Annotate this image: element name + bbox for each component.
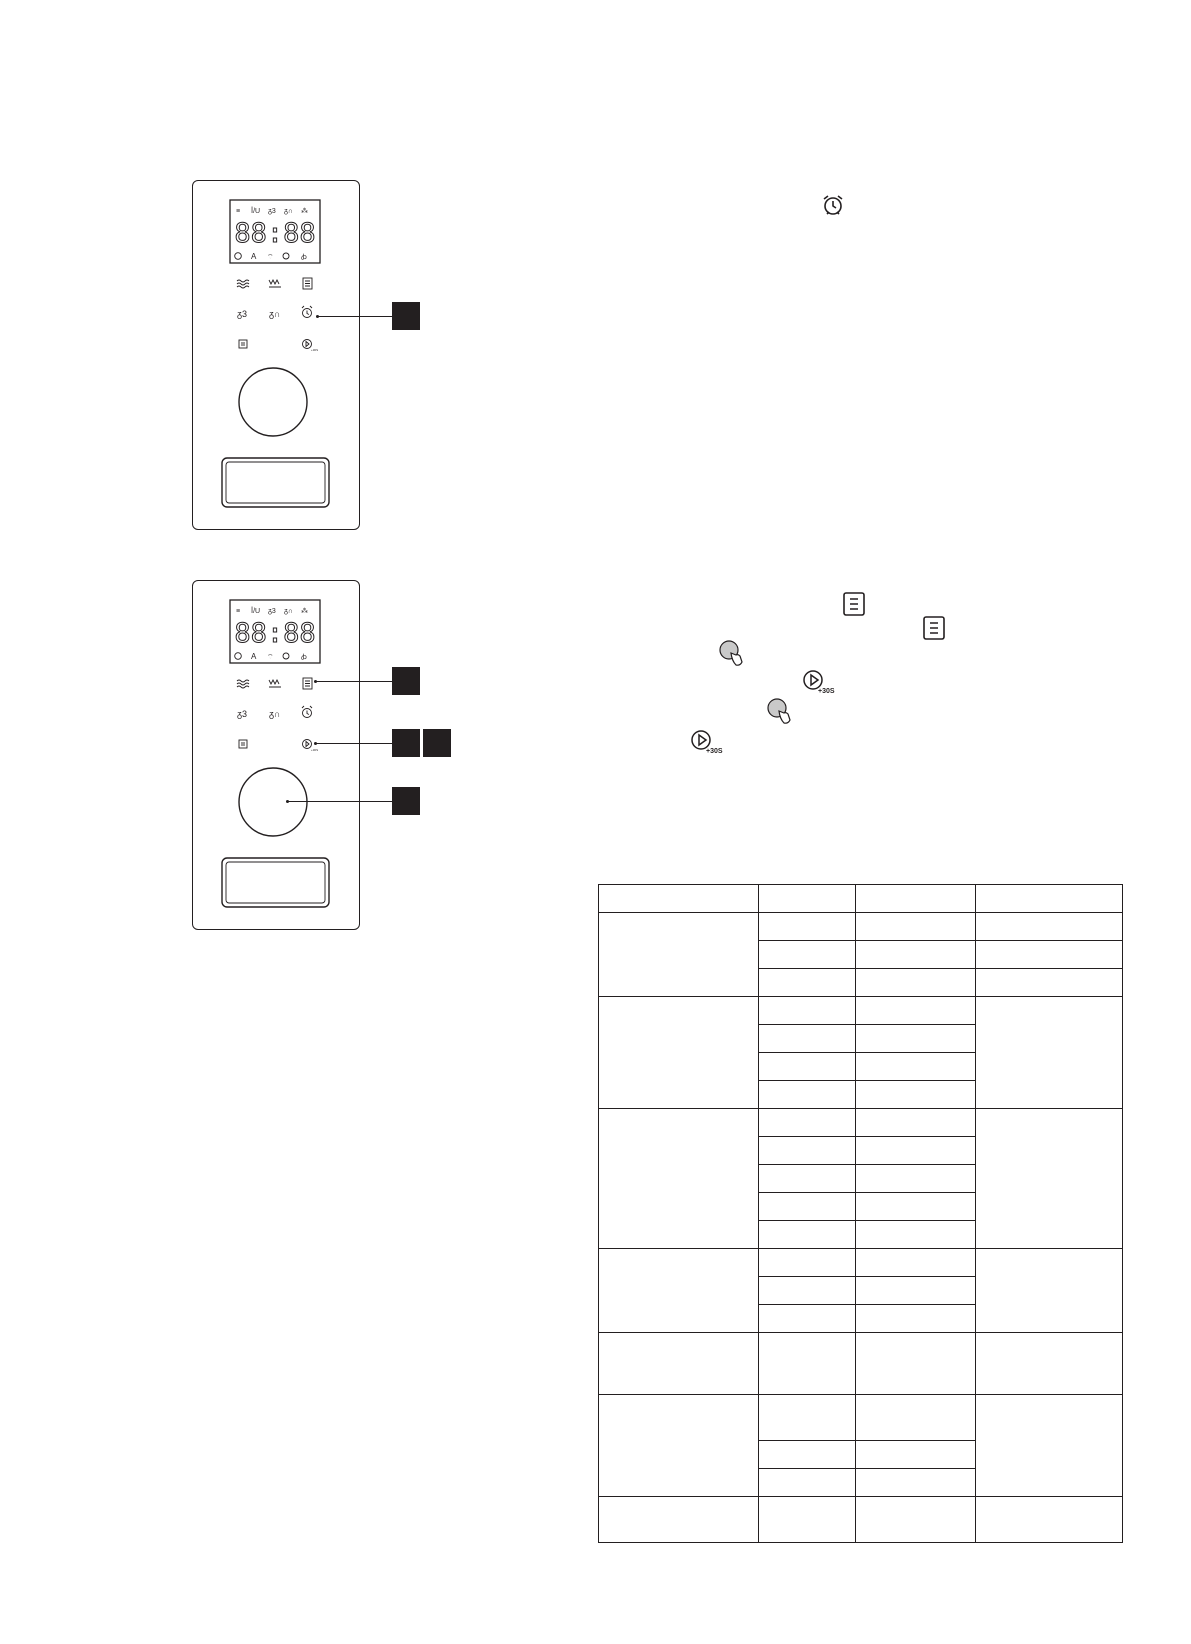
button-row-2: [237, 309, 280, 319]
table-cell: [856, 913, 976, 941]
table-header-cell: [976, 885, 1123, 913]
combi-icon: ꟾ/U: [251, 608, 261, 615]
table-cell: [759, 1333, 856, 1395]
table-cell: [976, 969, 1123, 997]
auto-menu-table: [598, 884, 1123, 1543]
weight-defrost-button: ᵹ3: [237, 709, 248, 719]
clock-icon: [235, 653, 242, 660]
lock-icon: [283, 253, 289, 259]
control-panel-figure-2: [192, 580, 360, 930]
table-cell: [856, 1165, 976, 1193]
time-defrost-button: ᵹ∩: [269, 709, 281, 719]
callout-box: [392, 302, 420, 330]
table-cell: [856, 1277, 976, 1305]
time-defrost-button: ᵹ∩: [269, 309, 281, 319]
table-cell: [759, 1395, 856, 1441]
control-dial: [239, 768, 307, 836]
callout-box: [423, 729, 451, 757]
table-cell: [856, 1469, 976, 1497]
table-cell: [856, 1053, 976, 1081]
table-cell: [599, 1333, 759, 1395]
wifi-icon: ⌔: [267, 654, 274, 661]
table-cell: [759, 997, 856, 1025]
table-cell: [976, 1249, 1123, 1333]
table-cell: [856, 1193, 976, 1221]
door-open-button: [222, 458, 329, 507]
alarm-clock-icon: [821, 193, 845, 217]
clock-timer-button: [302, 306, 312, 318]
table-cell: [856, 1395, 976, 1441]
table-cell: [856, 941, 976, 969]
start-30s-icon-label: +30S: [706, 748, 723, 755]
table-cell: [976, 913, 1123, 941]
time-defrost-icon: ᵹ∩: [284, 608, 293, 615]
table-cell: [599, 1395, 759, 1497]
table-cell: [599, 1249, 759, 1333]
table-header-cell: [599, 885, 759, 913]
table-row: [599, 1333, 1123, 1395]
leader-line: [316, 743, 392, 744]
table-cell: [759, 969, 856, 997]
auto-menu-icon: [842, 591, 866, 617]
table-cell: [976, 1395, 1123, 1497]
table-cell: [856, 1249, 976, 1277]
callout-box: [392, 667, 420, 695]
table-row: [599, 997, 1123, 1025]
table-header-cell: [856, 885, 976, 913]
lcd-digits: 88:88: [234, 218, 316, 249]
start-30s-label: +30S: [311, 748, 319, 752]
table-cell: [599, 1497, 759, 1543]
clock-icon: [235, 253, 242, 260]
table-row: [599, 1109, 1123, 1137]
table-cell: [976, 1333, 1123, 1395]
grill-level-icon: ≡: [236, 208, 241, 215]
lock-icon: [283, 653, 289, 659]
table-cell: [759, 1081, 856, 1109]
wifi-icon: ⌔: [267, 254, 274, 261]
table-cell: [856, 1441, 976, 1469]
stop-pause-button: [239, 740, 247, 748]
table-row: [599, 913, 1123, 941]
table-cell: [856, 1109, 976, 1137]
table-header-cell: [759, 885, 856, 913]
grill-button: [269, 680, 281, 687]
table-cell: [599, 1109, 759, 1249]
table-cell: [759, 1469, 856, 1497]
table-row: [599, 1249, 1123, 1277]
table-cell: [599, 913, 759, 997]
callout-box: [392, 787, 420, 815]
button-row-2: [237, 709, 280, 719]
table-cell: [759, 1109, 856, 1137]
lcd-bottom-icons: [235, 252, 307, 261]
button-row-1: [237, 278, 312, 289]
table-cell: [856, 1333, 976, 1395]
weight-defrost-button: ᵹ3: [237, 309, 248, 319]
stop-pause-button: [239, 340, 247, 348]
table-cell: [759, 1249, 856, 1277]
table-cell: [759, 1165, 856, 1193]
weight-defrost-icon: ᵹ3: [268, 208, 276, 215]
table-cell: [759, 1025, 856, 1053]
lcd-digits: 88:88: [234, 618, 316, 649]
table-cell: [976, 1109, 1123, 1249]
table-cell: [759, 1193, 856, 1221]
table-cell: [759, 1277, 856, 1305]
table-cell: [856, 1497, 976, 1543]
table-cell: [759, 1053, 856, 1081]
time-defrost-icon: ᵹ∩: [284, 208, 293, 215]
control-dial: [239, 368, 307, 436]
table-cell: [856, 1305, 976, 1333]
table-cell: [759, 1497, 856, 1543]
microwave-button: [237, 680, 249, 688]
lcd-bottom-icons: [235, 652, 307, 661]
table-cell: [976, 997, 1123, 1109]
table-cell: [759, 1137, 856, 1165]
table-cell: [856, 1221, 976, 1249]
table-cell: [976, 1497, 1123, 1543]
lcd-top-icons: [236, 206, 308, 215]
table-cell: [856, 1025, 976, 1053]
table-cell: [759, 913, 856, 941]
table-cell: [856, 1137, 976, 1165]
control-panel-figure-1: [192, 180, 360, 530]
leader-line: [318, 316, 392, 317]
button-row-3: [239, 740, 312, 749]
leader-line: [288, 801, 392, 802]
auto-menu-icon: A: [251, 652, 257, 661]
door-open-button: [222, 858, 329, 907]
weight-defrost-icon: ᵹ3: [268, 608, 276, 615]
table-header-row: [599, 885, 1123, 913]
table-cell: [976, 941, 1123, 969]
table-cell: [856, 1081, 976, 1109]
steam-icon: ⁂: [301, 608, 308, 615]
dial-hand-icon: [766, 697, 792, 727]
clock-timer-button: [302, 706, 312, 718]
microwave-button: [237, 280, 249, 288]
button-row-3: [239, 340, 312, 349]
table-cell: [759, 1305, 856, 1333]
auto-menu-icon: A: [251, 252, 257, 261]
table-cell: [599, 997, 759, 1109]
control-panel-drawing: [193, 581, 361, 931]
dial-hand-icon: [718, 639, 744, 669]
table-row: [599, 1395, 1123, 1441]
grill-level-icon: ≡: [236, 608, 241, 615]
combi-icon: ꟾ/U: [251, 208, 261, 215]
control-panel-drawing: [193, 181, 361, 531]
table-cell: [759, 1221, 856, 1249]
callout-box: [392, 729, 420, 757]
table-row: [599, 1497, 1123, 1543]
temperature-icon: ꞗ: [301, 254, 307, 261]
steam-icon: ⁂: [301, 208, 308, 215]
start-30s-icon-label: +30S: [818, 688, 835, 695]
auto-menu-icon: [922, 615, 946, 641]
table-cell: [759, 1441, 856, 1469]
lcd-top-icons: [236, 606, 308, 615]
button-row-1: [237, 678, 312, 689]
start-30s-label: +30S: [311, 348, 319, 352]
table-cell: [856, 997, 976, 1025]
grill-button: [269, 280, 281, 287]
leader-line: [316, 681, 392, 682]
table-cell: [856, 969, 976, 997]
table-cell: [759, 941, 856, 969]
temperature-icon: ꞗ: [301, 654, 307, 661]
